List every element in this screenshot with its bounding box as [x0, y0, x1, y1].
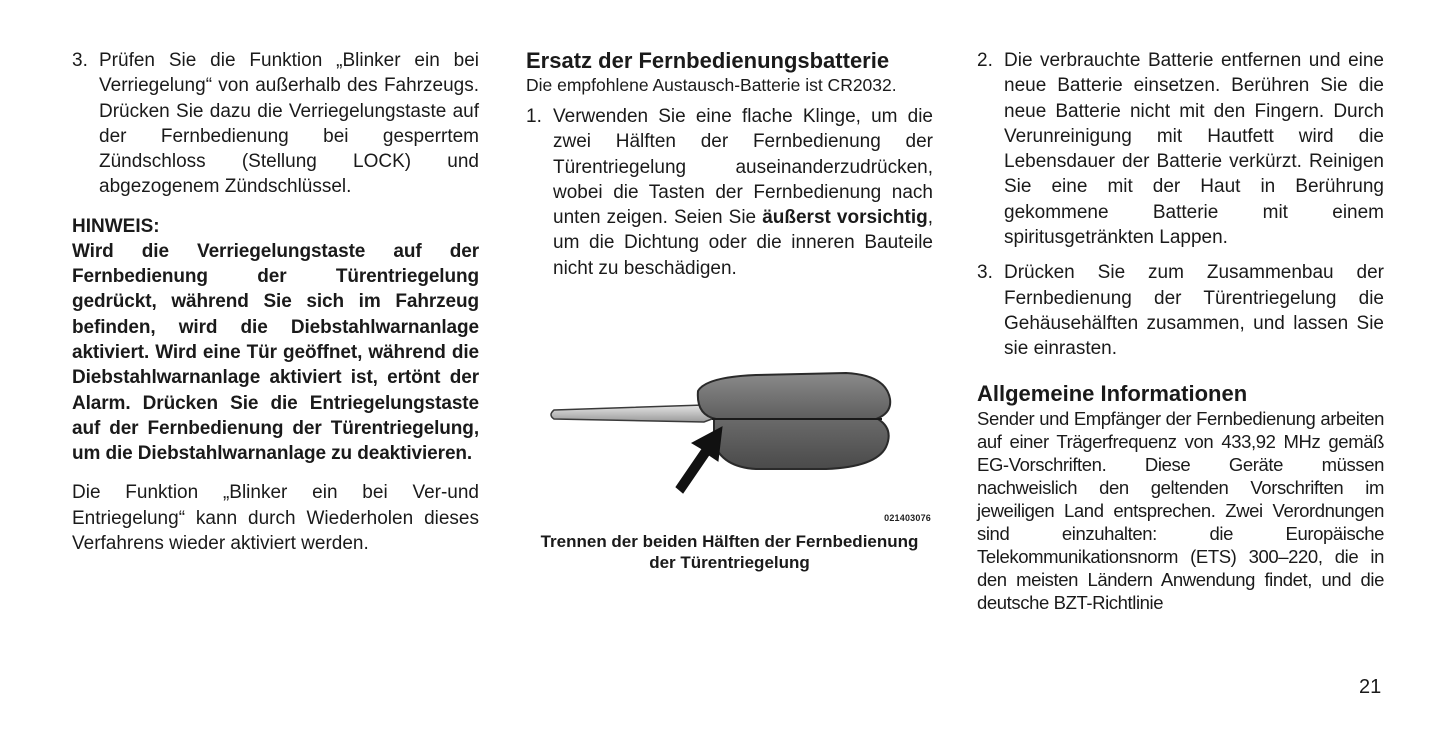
general-info-text: Sender und Empfänger der Fernbedienung arbeiten auf einer Trägerfrequenz von 433,92 MHz gemäß EG-Vorschriften. Diese Geräte müssen nachweislich den geltenden Vorschriften im jeweiligen Land entsprechen. Zwei Verordnungen sind einzuhalten: die Europäische Telekommunikationsnorm (ETS) 300–220, die in den meisten Ländern Anwendung findet, und die deutsche BZT-Richtlinie	[977, 407, 1384, 613]
step-number: 1.	[526, 106, 542, 127]
right-column	[977, 48, 1384, 614]
note-heading: HINWEIS:	[72, 215, 160, 237]
step-3	[72, 48, 479, 200]
step-text: Drücken Sie zum Zusammenbau der Fernbedienung der Türentriegelung die Gehäusehälften zusammen, und lassen Sie sie einrasten.	[1004, 262, 1384, 360]
section-heading-general-info: Allgemeine Informationen	[977, 380, 1248, 406]
steps-list-continued	[72, 48, 479, 200]
middle-column	[526, 48, 933, 573]
page-number: 21	[1359, 676, 1382, 698]
step-number: 3.	[977, 262, 993, 284]
step-number: 2.	[977, 50, 993, 71]
section-heading-battery: Ersatz der Fernbedienungsbatterie	[526, 48, 890, 73]
battery-steps-list-continued	[977, 48, 1384, 362]
step-number: 3.	[72, 50, 88, 71]
step-1	[526, 104, 933, 281]
flat-blade-shape	[551, 405, 712, 422]
step-text-part-2: , um die Dichtung oder die inneren Bauteile nicht zu beschädigen.	[553, 207, 933, 279]
closing-paragraph: Die Funktion „Blinker ein bei Ver-und Entriegelung“ kann durch Wiederholen dieses Verfahrens wieder aktiviert werden.	[72, 482, 479, 555]
fob-bottom-half	[714, 419, 889, 469]
step-2	[977, 48, 1384, 250]
note-text: Wird die Verriegelungstaste auf der Fernbedienung der Türentriegelung gedrückt, während Sie sich im Fahrzeug befinden, wird die Diebstahlwarnanlage aktiviert. Wird eine Tür geöffnet, während die Diebstahlwarnanlage aktiviert ist, ertönt der Alarm. Drücken Sie die Entriegelungstaste auf der Fernbedienung der Türentriegelung, um die Diebstahlwarnanlage zu deaktivieren.	[72, 240, 479, 465]
arrow-icon	[676, 427, 722, 493]
step-text-part-1: Verwenden Sie eine flache Klinge, um die zwei Hälften der Fernbedienung der Türentriegelung auseinanderzudrücken, wobei die Tasten der Fernbedienung nach unten zeigen. Seien Sie	[553, 106, 933, 229]
step-text: Prüfen Sie die Funktion „Blinker ein bei Verriegelung“ von außerhalb des Fahrzeugs. Drücken Sie dazu die Verriegelungstaste auf der Fernbedienung bei gesperrtem Zündschloss (Stellung LOCK) und abgezogenem Zündschlüssel.	[99, 50, 479, 198]
figure-code: 021403076	[884, 513, 931, 524]
battery-steps-list	[526, 104, 933, 281]
key-fob-figure	[526, 291, 933, 528]
left-column	[72, 48, 479, 556]
step-text-emphasis: äußerst vorsichtig	[762, 207, 928, 229]
fob-top-half	[698, 373, 890, 419]
battery-type-note: Die empfohlene Austausch-Batterie ist CR2032.	[526, 75, 897, 95]
step-3	[977, 260, 1384, 361]
figure-caption: Trennen der beiden Hälften der Fernbedienung der Türentriegelung	[540, 532, 919, 573]
key-fob-illustration	[526, 291, 933, 528]
step-text: Die verbrauchte Batterie entfernen und eine neue Batterie einsetzen. Berühren Sie die neue Batterie nicht mit den Fingern. Durch Verunreinigung mit Hautfett wird die Lebensdauer der Batterie verkürzt. Reinigen Sie eine mit der Haut in Berührung gekommene Batterie mit einem spiritusgetränkten Lappen.	[1004, 50, 1384, 249]
